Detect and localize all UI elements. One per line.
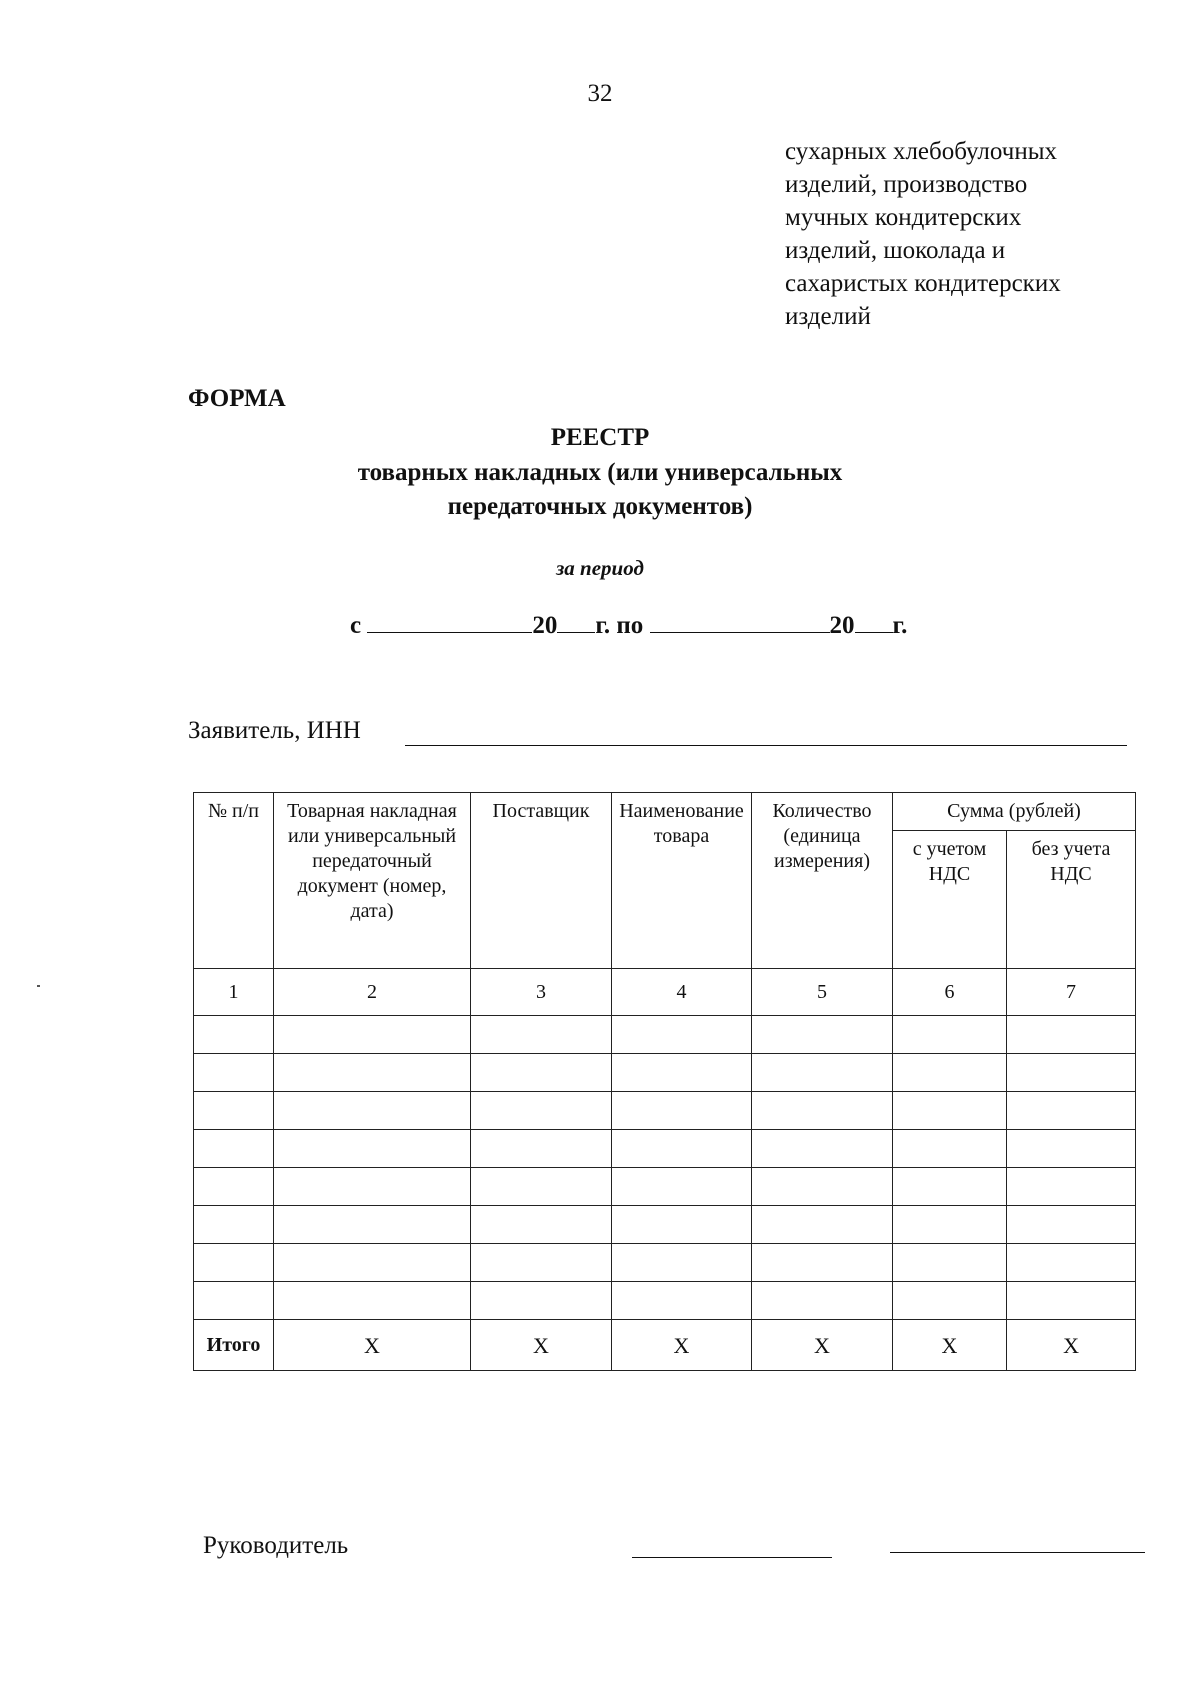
table-cell[interactable] <box>471 1092 612 1130</box>
table-cell[interactable] <box>471 1054 612 1092</box>
table-row <box>194 1054 1136 1092</box>
header-sum-with-vat: с учетом НДС <box>893 831 1007 969</box>
table-cell[interactable] <box>752 1130 893 1168</box>
table-cell[interactable] <box>893 1130 1007 1168</box>
table-cell[interactable] <box>471 1016 612 1054</box>
table-cell[interactable] <box>612 1092 752 1130</box>
table-cell[interactable] <box>471 1282 612 1320</box>
header-document: Товарная накладная или универсальный передаточный документ (номер, дата) <box>274 793 471 969</box>
total-cell: X <box>1007 1320 1136 1371</box>
period-label: за период <box>556 556 644 580</box>
period-line <box>350 608 907 640</box>
period-mid: г. по <box>595 612 644 639</box>
head-label: Руководитель <box>203 1532 349 1559</box>
period-from-date-field[interactable] <box>367 608 532 633</box>
table-cell[interactable] <box>194 1130 274 1168</box>
form-label: ФОРМА <box>188 385 286 412</box>
column-number: 3 <box>471 969 612 1016</box>
table-cell[interactable] <box>194 1168 274 1206</box>
column-number-row <box>194 969 1136 1016</box>
table-cell[interactable] <box>274 1130 471 1168</box>
header-quantity: Количество (единица измерения) <box>752 793 893 969</box>
table-cell[interactable] <box>274 1054 471 1092</box>
table-cell[interactable] <box>1007 1168 1136 1206</box>
header-sum-without-vat: без учета НДС <box>1007 831 1136 969</box>
document-title: РЕЕСТР <box>550 424 650 451</box>
table-cell[interactable] <box>893 1168 1007 1206</box>
table-cell[interactable] <box>274 1206 471 1244</box>
total-row <box>194 1320 1136 1371</box>
table-row <box>194 1282 1136 1320</box>
table-cell[interactable] <box>893 1092 1007 1130</box>
period-from-year-field[interactable] <box>557 608 595 633</box>
registry-table <box>193 792 1136 1371</box>
table-cell[interactable] <box>274 1168 471 1206</box>
table-row <box>194 1016 1136 1054</box>
table-cell[interactable] <box>612 1130 752 1168</box>
table-cell[interactable] <box>612 1168 752 1206</box>
table-cell[interactable] <box>471 1206 612 1244</box>
table-cell[interactable] <box>752 1206 893 1244</box>
table-cell[interactable] <box>274 1016 471 1054</box>
header-sum-group: Сумма (рублей) <box>893 793 1136 831</box>
table-row <box>194 1168 1136 1206</box>
table-cell[interactable] <box>752 1092 893 1130</box>
addressee-text: сухарных хлебобулочных изделий, производство мучных кондитерских изделий, шоколада и сахаристых кондитерских изделий <box>785 138 1061 330</box>
table-row <box>194 1092 1136 1130</box>
table-row <box>194 1130 1136 1168</box>
table-cell[interactable] <box>612 1244 752 1282</box>
table-cell[interactable] <box>752 1244 893 1282</box>
table-cell[interactable] <box>194 1054 274 1092</box>
table-cell[interactable] <box>1007 1054 1136 1092</box>
table-cell[interactable] <box>194 1092 274 1130</box>
column-number: 6 <box>893 969 1007 1016</box>
table-cell[interactable] <box>274 1092 471 1130</box>
total-label: Итого <box>194 1320 274 1371</box>
table-cell[interactable] <box>1007 1206 1136 1244</box>
signature-name-field[interactable] <box>890 1552 1145 1553</box>
total-cell: X <box>752 1320 893 1371</box>
scan-speck <box>37 985 40 987</box>
table-cell[interactable] <box>274 1244 471 1282</box>
total-cell: X <box>893 1320 1007 1371</box>
table-cell[interactable] <box>1007 1130 1136 1168</box>
total-cell: X <box>471 1320 612 1371</box>
period-to-date-field[interactable] <box>650 608 830 633</box>
table-cell[interactable] <box>893 1054 1007 1092</box>
total-cell: X <box>274 1320 471 1371</box>
table-header-row <box>194 793 1136 831</box>
total-cell: X <box>612 1320 752 1371</box>
table-cell[interactable] <box>1007 1244 1136 1282</box>
applicant-inn-field[interactable] <box>405 745 1127 746</box>
table-cell[interactable] <box>752 1168 893 1206</box>
table-cell[interactable] <box>612 1016 752 1054</box>
column-number: 4 <box>612 969 752 1016</box>
period-to-year-field[interactable] <box>855 608 893 633</box>
column-number: 7 <box>1007 969 1136 1016</box>
table-cell[interactable] <box>194 1206 274 1244</box>
table-cell[interactable] <box>752 1282 893 1320</box>
table-cell[interactable] <box>893 1206 1007 1244</box>
column-number: 1 <box>194 969 274 1016</box>
document-subtitle: товарных накладных (или универсальных передаточных документов) <box>357 459 843 520</box>
signature-field[interactable] <box>632 1557 832 1558</box>
table-cell[interactable] <box>194 1244 274 1282</box>
table-cell[interactable] <box>893 1244 1007 1282</box>
table-cell[interactable] <box>752 1054 893 1092</box>
period-year-prefix-2: 20 <box>829 612 855 639</box>
table-cell[interactable] <box>471 1130 612 1168</box>
period-suffix: г. <box>892 612 908 639</box>
period-from-prefix: с <box>350 612 362 639</box>
table-cell[interactable] <box>752 1016 893 1054</box>
header-row-number: № п/п <box>194 793 274 969</box>
page-number: 32 <box>587 80 613 107</box>
table-cell[interactable] <box>471 1168 612 1206</box>
table-cell[interactable] <box>471 1244 612 1282</box>
table-cell[interactable] <box>1007 1092 1136 1130</box>
table-cell[interactable] <box>1007 1282 1136 1320</box>
column-number: 5 <box>752 969 893 1016</box>
table-cell[interactable] <box>612 1054 752 1092</box>
table-row <box>194 1206 1136 1244</box>
header-supplier: Поставщик <box>471 793 612 969</box>
table-cell[interactable] <box>194 1282 274 1320</box>
table-row <box>194 1244 1136 1282</box>
applicant-label: Заявитель, ИНН <box>188 717 361 744</box>
table-cell[interactable] <box>612 1282 752 1320</box>
table-cell[interactable] <box>612 1206 752 1244</box>
table-cell[interactable] <box>893 1282 1007 1320</box>
header-product-name: Наименование товара <box>612 793 752 969</box>
table-cell[interactable] <box>194 1016 274 1054</box>
table-cell[interactable] <box>274 1282 471 1320</box>
table-cell[interactable] <box>893 1016 1007 1054</box>
period-year-prefix-1: 20 <box>532 612 558 639</box>
column-number: 2 <box>274 969 471 1016</box>
table-cell[interactable] <box>1007 1016 1136 1054</box>
